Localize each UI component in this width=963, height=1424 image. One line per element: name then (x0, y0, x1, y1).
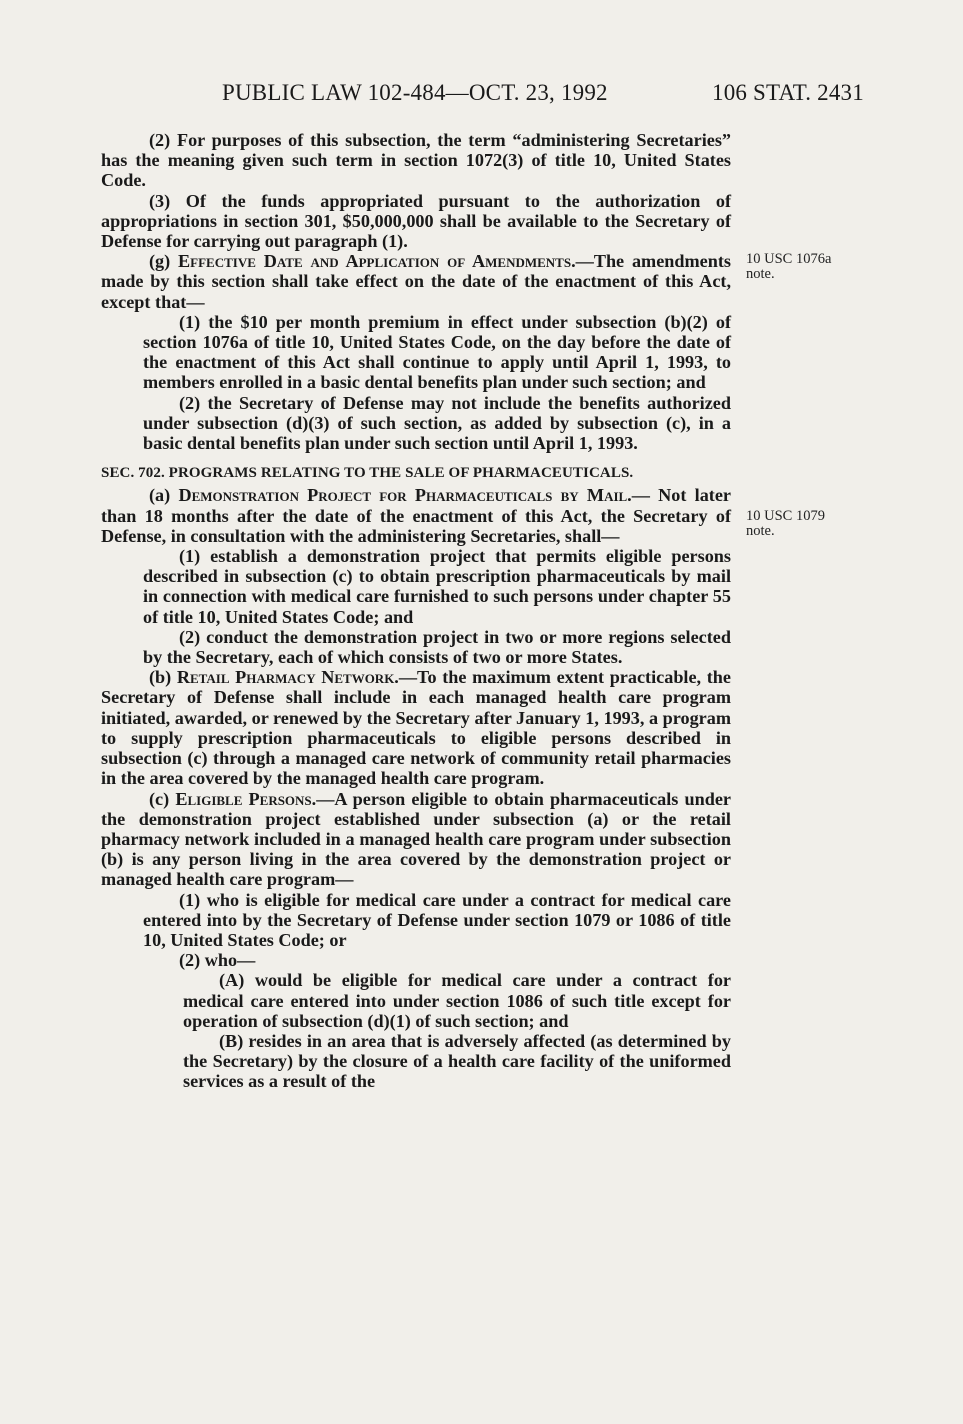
paragraph-a2: (2) conduct the demonstration project in two or more regions selected by the Secretary, each of which consists of two or more States. (143, 626, 731, 668)
paragraph-b (101, 667, 731, 788)
margin-note-1079-line1: 10 USC 1079 (746, 508, 825, 524)
paragraph-g-lead: (g) (149, 251, 179, 272)
paragraph-a-text: — Not later than 18 months after the date of the enactment of this Act, the Secretary of Defense, in consultation with the administering Secretaries, shall— (101, 485, 731, 546)
margin-note-1076a (746, 252, 831, 282)
paragraph-a-heading: Demonstration Project for Pharmaceuticals by Mail. (178, 485, 632, 506)
margin-note-1076a-line1: 10 USC 1076a (746, 251, 832, 267)
section-heading: SEC. 702. PROGRAMS RELATING TO THE SALE OF PHARMACEUTICALS. (101, 465, 634, 482)
paragraph-c-text: —A person eligible to obtain pharmaceuticals under the demonstration project established under subsection (a) or the retail pharmacy network included in a managed health care program under subsection (b) is any person living in the area covered by the demonstration project or managed health care program— (101, 788, 732, 890)
paragraph-g-heading: Effective Date and Application of Amendments. (178, 251, 576, 272)
paragraph-c2: (2) who— (179, 950, 256, 971)
paragraph-f2: (2) For purposes of this subsection, the term “administering Secretaries” has the meaning given such term in section 1072(3) of title 10, United States Code. (101, 130, 731, 191)
margin-note-1076a-line2: note. (746, 266, 775, 282)
margin-note-1079-line2: note. (746, 523, 775, 539)
paragraph-g1: (1) the $10 per month premium in effect under subsection (b)(2) of section 1076a of title 10, United States Code, on the day before the date of the enactment of this Act shall continue to apply until April 1, 1993, to members enrolled in a basic dental benefits plan under such section; and (143, 311, 731, 393)
paragraph-g2: (2) the Secretary of Defense may not include the benefits authorized under subsection (d)(3) of such section, as added by subsection (c), in a basic dental benefits plan under such section until April 1, 1993. (143, 392, 731, 454)
paragraph-g (101, 251, 731, 312)
paragraph-b-lead: (b) (149, 667, 177, 688)
page-header (0, 80, 963, 112)
header-law-title: PUBLIC LAW 102-484—OCT. 23, 1992 (222, 80, 608, 105)
body-text (101, 130, 731, 1092)
header-stat-page: 106 STAT. 2431 (712, 80, 864, 105)
paragraph-g-text: —The amendments made by this section shall take effect on the date of the enactment of this Act, except that— (101, 251, 731, 312)
paragraph-c2a: (A) would be eligible for medical care under a contract for medical care entered into under section 1086 of such title except for operation of subsection (d)(1) of such section; and (183, 970, 731, 1031)
paragraph-a-lead: (a) (149, 485, 179, 506)
paragraph-c1: (1) who is eligible for medical care under a contract for medical care entered into by the Secretary of Defense under section 1079 or 1086 of title 10, United States Code; or (143, 889, 731, 950)
paragraph-a (101, 485, 731, 546)
paragraph-b-text: —To the maximum extent practicable, the Secretary of Defense shall include in each managed health care program initiated, awarded, or renewed by the Secretary after January 1, 1993, a program to supply prescription pharmaceuticals to eligible persons described in subsection (c) through a managed care network of community retail pharmacies in the area covered by the managed health care program. (101, 667, 731, 789)
paragraph-a1: (1) establish a demonstration project that permits eligible persons described in subsection (c) to obtain prescription pharmaceuticals by mail in connection with medical care furnished to such persons under chapter 55 of title 10, United States Code; and (143, 546, 731, 627)
paragraph-c2b: (B) resides in an area that is adversely affected (as determined by the Secretary) by the closure of a health care facility of the uniformed services as a result of the (183, 1030, 731, 1092)
paragraph-f3: (3) Of the funds appropriated pursuant to the authorization of appropriations in section 301, $50,000,000 shall be available to the Secretary of Defense for carrying out paragraph (1). (101, 190, 731, 252)
paragraph-c-heading: Eligible Persons. (175, 788, 317, 809)
paragraph-c (101, 789, 731, 890)
paragraph-c-lead: (c) (149, 788, 176, 809)
paragraph-b-heading: Retail Pharmacy Network. (176, 667, 399, 688)
margin-note-1079 (746, 509, 825, 539)
